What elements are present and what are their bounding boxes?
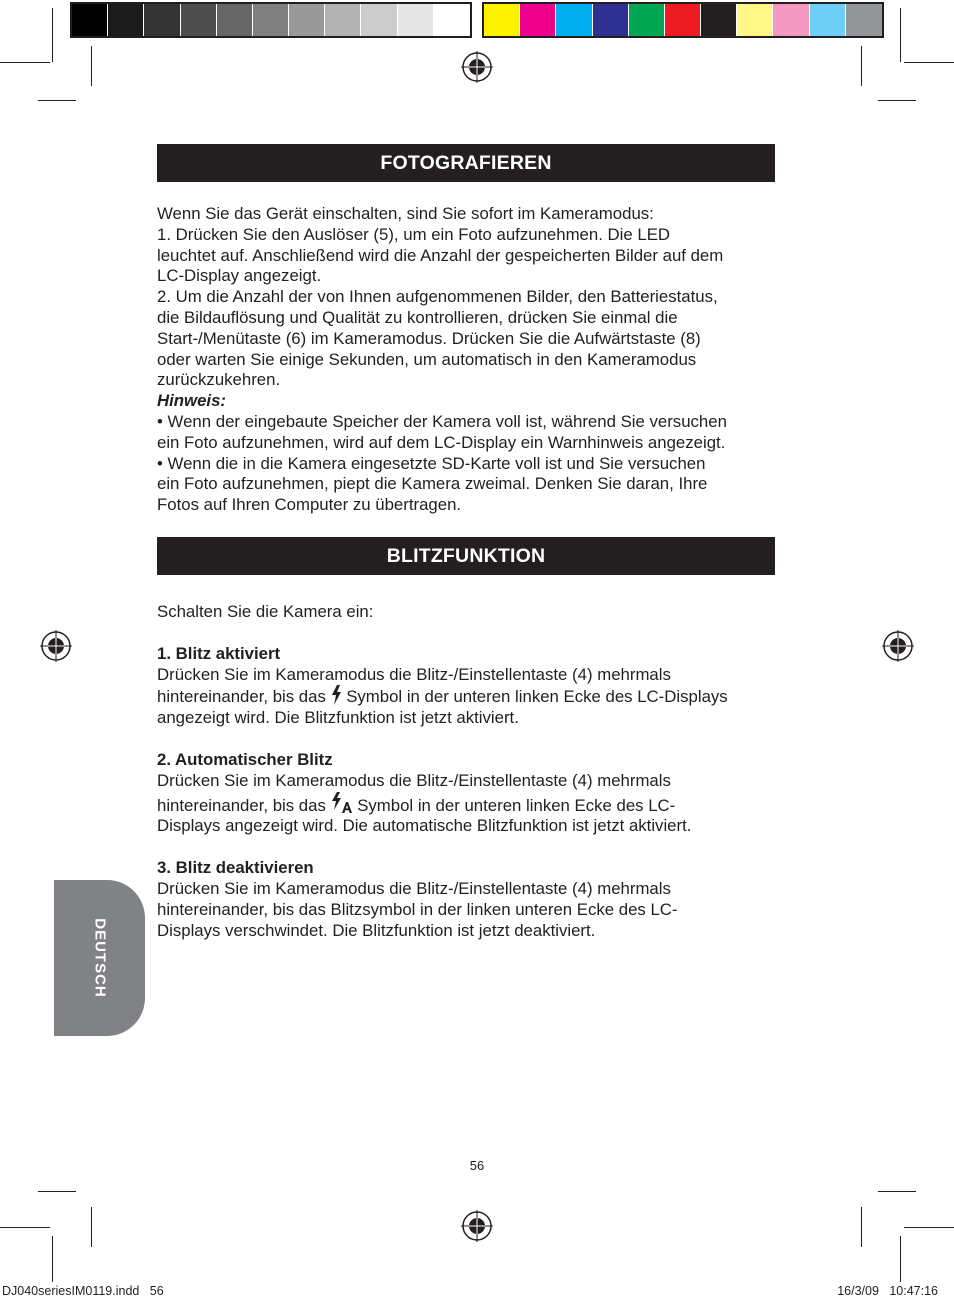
section-title-blitzfunktion: BLITZFUNKTION — [157, 537, 775, 575]
page-number: 56 — [469, 1158, 485, 1173]
text-line: LC-Display angezeigt. — [157, 266, 322, 286]
text-line: hintereinander, bis das Blitzsymbol in der linken unteren Ecke des LC- — [157, 899, 678, 919]
text-line: 2. Um die Anzahl der von Ihnen aufgenommenen Bilder, den Batteriestatus, — [157, 287, 718, 307]
text-fragment: Symbol in der unteren linken Ecke des LC- — [352, 795, 676, 815]
registration-mark-top-icon — [461, 51, 493, 83]
text-line: 1. Drücken Sie den Auslöser (5), um ein Foto aufzunehmen. Die LED — [157, 224, 671, 244]
note-line: Fotos auf Ihren Computer zu übertragen. — [157, 495, 462, 515]
language-tab-label: DEUTSCH — [91, 918, 108, 998]
flash-auto-icon — [331, 792, 353, 814]
text-line: Drücken Sie im Kameramodus die Blitz-/Einstellentaste (4) mehrmals — [157, 770, 671, 790]
text-line: oder warten Sie einige Sekunden, um automatisch in den Kameramodus — [157, 349, 697, 369]
flash-item-deactivated — [157, 858, 775, 941]
flash-item-automatic — [157, 750, 775, 837]
color-swatch — [593, 4, 629, 36]
item-heading: 1. Blitz aktiviert — [157, 643, 281, 663]
color-swatch — [520, 4, 556, 36]
item-heading: 2. Automatischer Blitz — [157, 749, 333, 769]
note-line: • Wenn der eingebaute Speicher der Kamera voll ist, während Sie versuchen — [157, 411, 727, 431]
text-fragment: Symbol in der unteren linken Ecke des LC-Displays — [341, 687, 728, 707]
text-line: angezeigt wird. Die Blitzfunktion ist jetzt aktiviert. — [157, 708, 519, 728]
color-swatch — [144, 4, 180, 36]
section-title-fotografieren: FOTOGRAFIEREN — [157, 144, 775, 182]
note-line: • Wenn die in die Kamera eingesetzte SD-Karte voll ist und Sie versuchen — [157, 453, 706, 473]
text-line: Displays angezeigt wird. Die automatische Blitzfunktion ist jetzt aktiviert. — [157, 816, 692, 836]
language-tab — [54, 880, 145, 1036]
color-swatch — [665, 4, 701, 36]
color-swatch — [325, 4, 361, 36]
color-swatch — [181, 4, 217, 36]
color-swatch — [398, 4, 434, 36]
footer-timestamp: 16/3/09 10:47:16 — [837, 1284, 938, 1298]
note-line: ein Foto aufzunehmen, wird auf dem LC-Display ein Warnhinweis angezeigt. — [157, 432, 726, 452]
text-line-with-icon — [157, 792, 775, 817]
color-swatch — [72, 4, 108, 36]
text-fragment: hintereinander, bis das — [157, 687, 331, 707]
color-swatch — [217, 4, 253, 36]
text-line: Wenn Sie das Gerät einschalten, sind Sie sofort im Kameramodus: — [157, 204, 654, 223]
color-swatch — [289, 4, 325, 36]
page-content — [157, 144, 775, 941]
text-line-with-icon — [157, 685, 775, 708]
color-swatch — [484, 4, 520, 36]
grayscale-color-bar — [70, 2, 472, 38]
color-swatch — [773, 4, 809, 36]
text-line: leuchtet auf. Anschließend wird die Anzahl der gespeicherten Bilder auf dem — [157, 245, 724, 265]
flash-intro: Schalten Sie die Kamera ein: — [157, 601, 374, 621]
flash-item-activated — [157, 644, 775, 729]
text-line: die Bildauflösung und Qualität zu kontrollieren, drücken Sie einmal die — [157, 307, 678, 327]
color-swatch — [701, 4, 737, 36]
color-swatch — [629, 4, 665, 36]
item-heading: 3. Blitz deaktivieren — [157, 858, 314, 878]
color-swatch — [108, 4, 144, 36]
color-swatch — [810, 4, 846, 36]
text-line: zurückzukehren. — [157, 370, 281, 390]
color-swatch — [556, 4, 592, 36]
color-swatch — [434, 4, 470, 36]
color-swatch — [253, 4, 289, 36]
note-label: Hinweis: — [157, 391, 227, 411]
color-swatch — [846, 4, 882, 36]
text-line: Drücken Sie im Kameramodus die Blitz-/Einstellentaste (4) mehrmals — [157, 878, 671, 898]
text-line: Displays verschwindet. Die Blitzfunktion ist jetzt deaktiviert. — [157, 920, 596, 940]
text-line: Start-/Menütaste (6) im Kameramodus. Drücken Sie die Aufwärtstaste (8) — [157, 328, 701, 348]
registration-mark-left-icon — [40, 630, 72, 662]
process-color-bar — [482, 2, 884, 38]
color-swatch — [737, 4, 773, 36]
registration-mark-bottom-icon — [461, 1210, 493, 1242]
photo-instructions — [157, 204, 775, 516]
text-line: Drücken Sie im Kameramodus die Blitz-/Einstellentaste (4) mehrmals — [157, 664, 671, 684]
flash-icon — [331, 685, 342, 705]
text-fragment: hintereinander, bis das — [157, 795, 331, 815]
footer-file-info: DJ040seriesIM0119.indd 56 — [2, 1284, 164, 1298]
registration-mark-right-icon — [882, 630, 914, 662]
note-line: ein Foto aufzunehmen, piept die Kamera zweimal. Denken Sie daran, Ihre — [157, 474, 708, 494]
color-swatch — [361, 4, 397, 36]
